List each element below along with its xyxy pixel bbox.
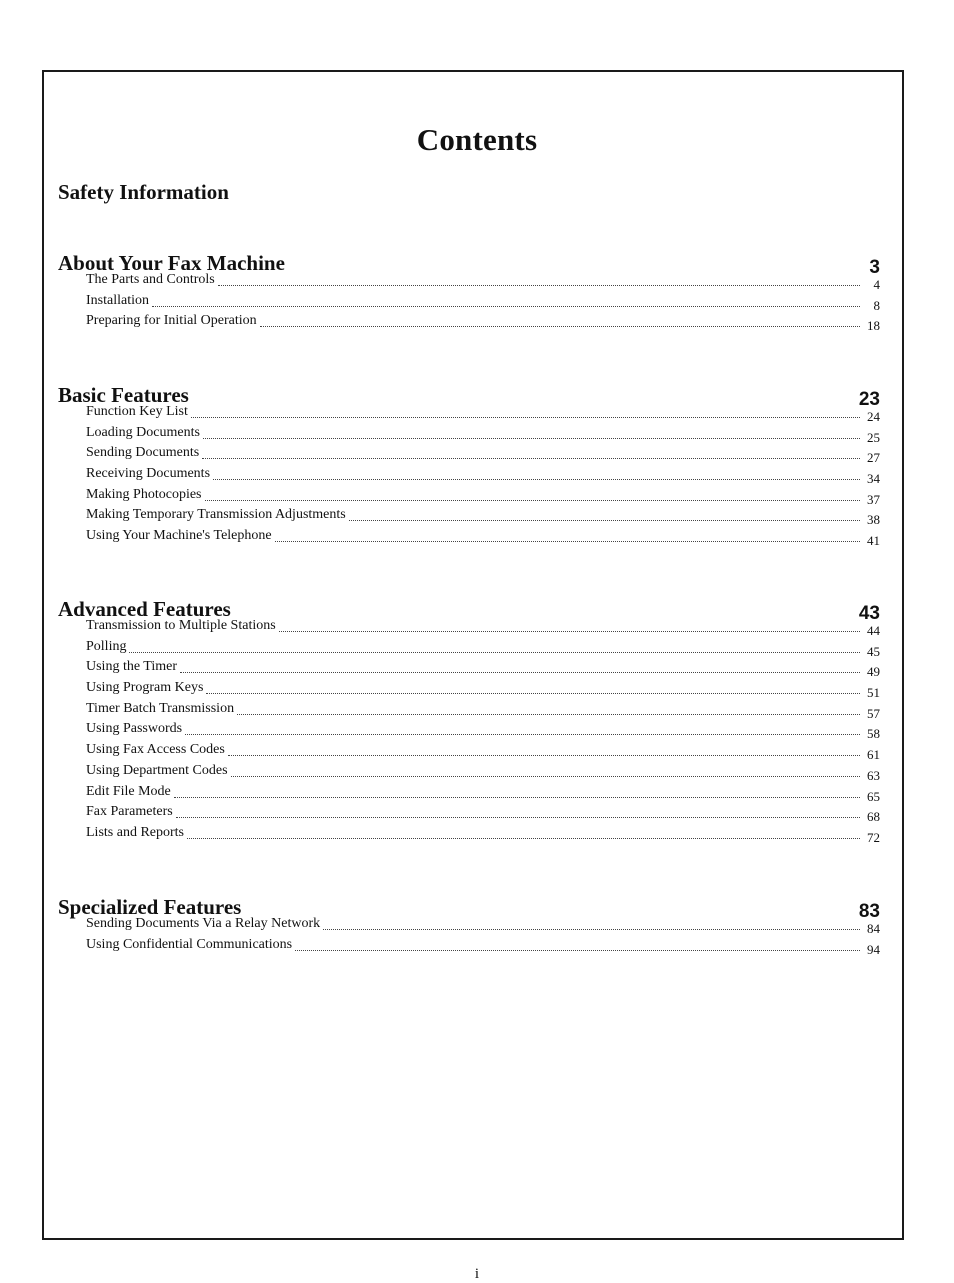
section-title[interactable]: About Your Fax Machine [58,251,285,275]
toc-entry-page: 38 [867,512,880,528]
toc-entry-label: Edit File Mode [86,783,171,799]
toc-entry[interactable] [86,527,882,548]
section-basic-features [58,383,882,548]
dot-leader [176,803,860,818]
toc-entry-page: 61 [867,747,880,763]
toc-entry[interactable] [86,741,882,762]
toc-entry[interactable] [86,403,882,424]
dot-leader [202,444,860,459]
dot-leader [323,915,860,930]
dot-leader [228,741,860,756]
toc-entry[interactable] [86,424,882,445]
section-page-number: 3 [869,257,880,278]
toc-entry-list [58,915,882,956]
toc-entry-page: 37 [867,491,880,507]
toc-entry-page: 65 [867,788,880,804]
section-title[interactable]: Basic Features [58,383,189,407]
toc-entry-label: Using Confidential Communications [86,936,293,952]
section-page-number: 43 [858,603,880,624]
toc-entry-page: 63 [867,767,880,783]
toc-entry[interactable] [86,803,882,824]
toc-entry[interactable] [86,658,882,679]
dot-leader [187,824,860,839]
toc-entry[interactable] [86,720,882,741]
toc-entry-page: 49 [867,664,880,680]
dot-leader [152,292,860,307]
toc-entry[interactable] [86,638,882,659]
dot-leader [174,783,860,798]
toc-entry[interactable] [86,762,882,783]
toc-entry-page: 72 [867,829,880,845]
toc-entry-page: 27 [867,450,880,466]
section-title[interactable]: Safety Information [58,180,229,204]
toc-entry-page: 57 [867,705,880,721]
page-number: i [474,1266,480,1282]
toc-entry-label: Fax Parameters [86,804,173,820]
toc-entry-label: Transmission to Multiple Stations [86,618,276,633]
dot-leader [231,762,860,777]
toc-entry[interactable] [86,486,882,507]
dot-leader [349,506,860,521]
toc-entry-label: Lists and Reports [86,824,184,840]
toc-entry[interactable] [86,271,882,292]
section-header [58,180,882,210]
toc-entry-page: 68 [867,809,880,825]
toc-entry-page: 4 [873,277,880,292]
dot-leader [191,403,860,418]
toc-entry[interactable] [86,936,882,957]
toc-entry[interactable] [86,617,882,638]
section-specialized-features [58,895,882,956]
toc-entry-page: 18 [867,318,880,334]
toc-entry-page: 58 [867,726,880,742]
toc-entry-page: 45 [867,643,880,659]
toc-entry-label: Sending Documents [86,445,200,461]
section-page-number: 83 [858,901,880,922]
toc-entry-label: Making Photocopies [86,486,202,502]
toc-entry-page: 34 [867,471,880,487]
toc-entry-label: Timer Batch Transmission [86,700,235,716]
toc-entry-label: Installation [86,292,149,308]
section-safety-information [58,180,882,210]
toc-entry-page: 84 [867,921,880,936]
dot-leader [279,617,860,632]
dot-leader [185,720,860,735]
section-about-your-fax-machine [58,251,882,333]
dot-leader [275,527,860,542]
dot-leader [180,658,860,673]
toc-entry-label: Sending Documents Via a Relay Network [86,916,321,931]
toc-entry-label: Using Department Codes [86,762,228,778]
toc-entry-label: Receiving Documents [86,466,211,482]
toc-entry-label: Making Temporary Transmission Adjustments [86,507,346,523]
dot-leader [206,679,860,694]
toc-entry[interactable] [86,824,882,845]
dot-leader [129,638,860,653]
toc-entry[interactable] [86,506,882,527]
toc-entry-label: Using the Timer [86,659,178,675]
section-page-number: 23 [858,389,880,410]
toc-entry-label: Preparing for Initial Operation [86,313,257,329]
toc-entry[interactable] [86,679,882,700]
toc-entry-page: 8 [873,297,880,313]
toc-entry[interactable] [86,292,882,313]
toc-entry[interactable] [86,465,882,486]
toc-entry-list [58,271,882,333]
toc-entry[interactable] [86,915,882,936]
dot-leader [205,486,861,501]
toc-entry-page: 94 [867,941,880,957]
toc-entry[interactable] [86,783,882,804]
toc-entry-label: Using Passwords [86,721,183,737]
toc-entry[interactable] [86,700,882,721]
section-title[interactable]: Specialized Features [58,895,242,919]
toc-entry-page: 25 [867,429,880,445]
toc-entry-page: 44 [867,623,880,638]
section-advanced-features [58,597,882,845]
toc-entry-label: Function Key List [86,404,188,419]
page-title: Contents [416,122,538,157]
toc-entry-page: 41 [867,533,880,549]
dot-leader [213,465,860,480]
toc-entry-page: 24 [867,409,880,424]
toc-entry-label: Polling [86,638,127,654]
dot-leader [237,700,860,715]
toc-entry-page: 51 [867,685,880,701]
toc-entry-list [58,617,882,845]
toc-entry-label: The Parts and Controls [86,272,215,287]
toc-entry[interactable] [86,444,882,465]
section-title[interactable]: Advanced Features [58,597,231,621]
toc-entry-list [58,403,882,548]
dot-leader [218,271,860,286]
dot-leader [295,936,860,951]
toc-entry-label: Using Program Keys [86,680,204,696]
toc-entry-label: Loading Documents [86,424,200,440]
toc-entry-label: Using Your Machine's Telephone [86,528,272,544]
dot-leader [203,424,860,439]
toc-entry-label: Using Fax Access Codes [86,742,225,758]
dot-leader [260,312,860,327]
toc-entry[interactable] [86,312,882,333]
